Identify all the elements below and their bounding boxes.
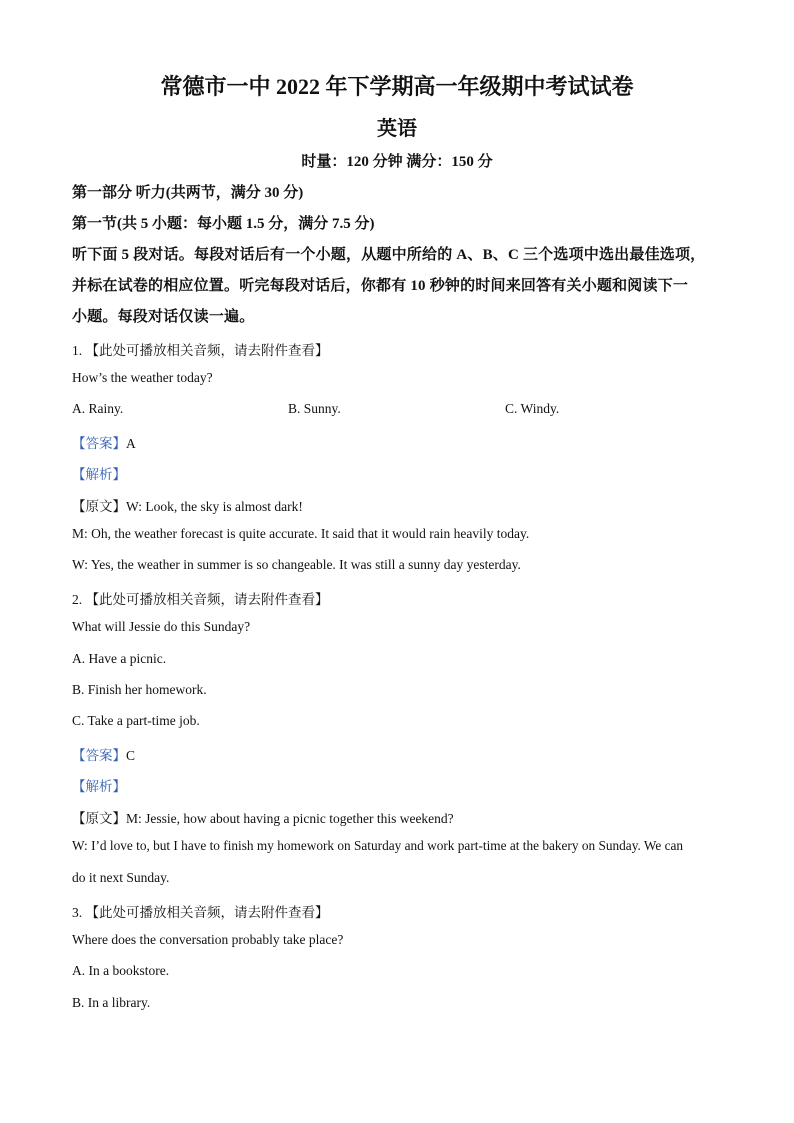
transcript-line: W: I’d love to, but I have to finish my homework on Saturday and work part-time at the bakery on Sunday. We can [72,838,684,853]
question-number: 2. [72,592,83,607]
answer-label: 【答案】 [72,436,126,451]
question-text: Where does the conversation probably take place? [72,932,344,947]
option-c: C. Windy. [505,401,560,416]
option-a: A. Rainy. [72,401,124,416]
instruction-line: 听下面 5 段对话。每段对话后有一个小题，从题中所给的 A、B、C 三个选项中选出最佳选项， [72,247,706,263]
answer-label: 【答案】 [72,748,126,763]
answer-line [72,744,135,764]
transcript-line [72,807,454,827]
question-header [72,339,329,359]
option-c: C. Take a part-time job. [72,713,200,728]
exam-title: 常德市一中 2022 年下学期高一年级期中考试试卷 [160,74,634,99]
question-text: How’s the weather today? [72,370,213,385]
answer-value: C [126,748,136,763]
instruction-line: 并标在试卷的相应位置。听完每段对话后，你都有 10 秒钟的时间来回答有关小题和阅读下一 [72,278,689,294]
question-number: 1. [72,343,83,358]
part-heading: 第一部分 听力(共两节，满分 30 分) [72,185,304,201]
time-score: 时量：120 分钟 满分：150 分 [301,154,493,170]
question-header [72,901,329,921]
question-text: What will Jessie do this Sunday? [72,619,251,634]
transcript-line: W: Yes, the weather in summer is so changeable. It was still a sunny day yesterday. [72,557,521,572]
analysis-label: 【解析】 [72,779,126,794]
option-b: B. Finish her homework. [72,682,207,697]
transcript-label: 【原文】 [72,811,126,826]
transcript-text: W: Look, the sky is almost dark! [126,499,303,514]
audio-link[interactable]: 【此处可播放相关音频，请去附件查看】 [85,592,329,607]
analysis-label: 【解析】 [72,467,126,482]
option-a: A. Have a picnic. [72,651,167,666]
transcript-line [72,495,303,515]
audio-link[interactable]: 【此处可播放相关音频，请去附件查看】 [85,905,329,920]
option-a: A. In a bookstore. [72,963,170,978]
answer-value: A [126,436,136,451]
transcript-line: do it next Sunday. [72,870,170,885]
question-header [72,588,329,608]
transcript-text: M: Jessie, how about having a picnic together this weekend? [126,811,454,826]
transcript-line: M: Oh, the weather forecast is quite accurate. It said that it would rain heavily today. [72,526,530,541]
transcript-label: 【原文】 [72,499,126,514]
answer-line [72,432,136,452]
section-heading: 第一节(共 5 小题：每小题 1.5 分，满分 7.5 分) [72,216,375,232]
option-b: B. In a library. [72,995,151,1010]
instruction-line: 小题。每段对话仅读一遍。 [72,309,255,325]
audio-link[interactable]: 【此处可播放相关音频，请去附件查看】 [85,343,329,358]
option-b: B. Sunny. [288,401,341,416]
question-number: 3. [72,905,83,920]
subject-title: 英语 [377,118,417,140]
